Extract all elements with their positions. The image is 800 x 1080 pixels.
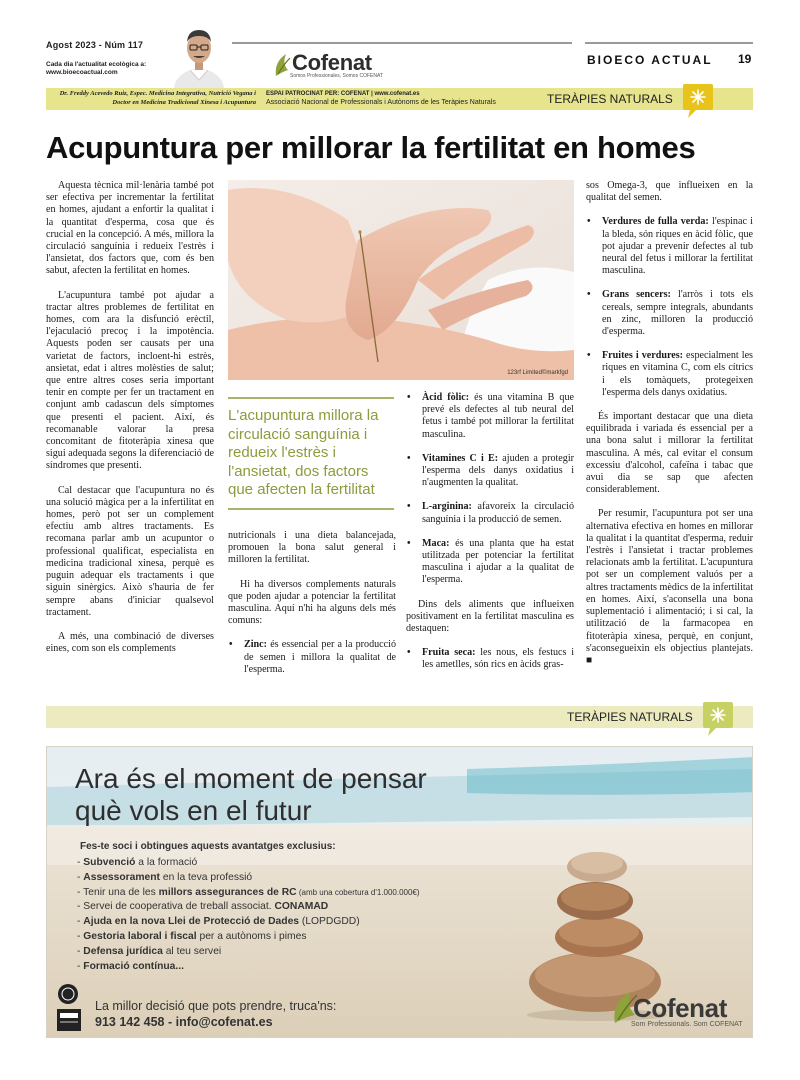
- ad-logo-text: Cofenat: [633, 993, 727, 1023]
- ad-headline: [75, 763, 427, 827]
- ad-call-to-action: La millor decisió que pots prendre, truca'ns:: [95, 999, 337, 1013]
- supplement-list: [228, 639, 396, 676]
- paragraph: sos Omega-3, que influeixen en la qualitat del semen.: [586, 180, 753, 204]
- food-list-cont: [586, 216, 753, 399]
- paragraph: Cal destacar que l'acupuntura no és una solució màgica per a la infertilitat en homes, però pot ser un complement efectiu amb altres tractaments. Es recomana parlar amb un acupuntor o professional qualificat, especialista en medicina tradicional xinesa, perquè es puguin adequar els tractaments i que siguin sinèrgics. Això s'hauria de fer sempre abans d'iniciar qualsevol tractament.: [46, 484, 214, 618]
- cofenat-logo-subtitle: Somos Professionales, Somos COFENAT: [290, 73, 383, 79]
- benefit-item: - Tenir una de les millors assegurances de RC (amb una cobertura d'1.000.000€): [77, 886, 420, 901]
- paragraph: A més, una combinació de diverses eines, com son els complements: [46, 630, 214, 655]
- benefit-item: - Assessorament en la teva professió: [77, 871, 420, 886]
- page-number: 19: [738, 52, 752, 66]
- article-title: Acupuntura per millorar la fertilitat en homes: [46, 130, 696, 165]
- list-item: • Verdures de fulla verda: l'espinac i la bleda, són riques en àcid fòlic, que pot ajudar a prevenir defectes al tub neural del fetus i millorar la fertilitat masculina.: [586, 216, 753, 277]
- paragraph: Aquesta tècnica mil·lenària també pot ser efectiva per incrementar la fertilitat en homes, ajudant a enfortir la qualitat i la quantitat d'esperma, cosa que és crucial en la concepció. A més, millora la circulació sanguínia i redueix l'estrès i l'ansietat, dos factors que, com és ben sabut, afecten la fertilitat en homes.: [46, 180, 214, 277]
- article-column-4: [586, 180, 753, 679]
- article-photo: [228, 180, 574, 380]
- paragraph: Per resumir, l'acupuntura pot ser una alternativa efectiva en homes en millorar la qualitat i la quantitat d'esperma, reduir l'estrès i l'ansietat i tractar problemes relacionats amb la fertilitat. L'acupuntura pot ser un complement valuós per a altres tractaments mèdics de la infertilitat en homes. Així, s'aconsella una bona suplementació i alimentació; i si cal, la utilització de la farmacopea en fitoteràpia xinesa, perquè, en conjunt, s'aconsegueixin els objectius plantejats. ■: [586, 508, 753, 666]
- ad-benefits-list: [77, 856, 420, 974]
- acupuncture-photo: [228, 180, 574, 380]
- header-rule-right: [585, 42, 753, 44]
- list-item: • Maca: és una planta que ha estat utilitzada per potenciar la fertilitat masculina i ajudar a la qualitat de l'esperma.: [406, 538, 574, 587]
- tagline: Cada dia l'actualitat ecològica a: www.bioecoactual.com: [46, 61, 147, 76]
- section-label: TERÀPIES NATURALS: [547, 92, 673, 106]
- ad-headline-line1: Ara és el moment de pensar: [75, 763, 427, 794]
- sponsor-line: [266, 90, 546, 107]
- speech-bubble-icon: [680, 82, 716, 120]
- paragraph: L'acupuntura també pot ajudar a tractar altres problemes de fertilitat en homes, com ara la disfunció erèctil, l'ejaculació precoç i la impotència. Aquests poden ser causats per una varietat de factors, incloent-hi estrès, ansietat, edat i altres molèsties de salut; que entre altres coses seria important tenir en compte per fer un tractament en conjunt amb cadascun dels símptomes que presenti el pacient. Així, és recomanable valorar la presa concomitant de fitoteràpia xinesa que sigui adequada segons la diferenciació de síndromes que presenti.: [46, 289, 214, 472]
- list-item: • L-arginina: afavoreix la circulació sanguínia i la producció de semen.: [406, 501, 574, 525]
- pull-quote: L'acupuntura millora la circulació sanguínia i redueix l'estrès i l'ansietat, dos factors que afecten la fertilitat: [228, 397, 394, 510]
- ad-headline-line2: què vols en el futur: [75, 795, 312, 826]
- paragraph: És important destacar que una dieta equilibrada i variada és essencial per a una bona salut i millorar la fertilitat masculina. A més, cal evitar el consum excessiu d'alcohol, cafeïna i tabac que avui dia se sap que afecten considerablement.: [586, 411, 753, 496]
- cofenat-advertisement[interactable]: [46, 746, 753, 1038]
- list-item: • Fruita seca: les nous, els festucs i les ametlles, són rics en àcids gras-: [406, 647, 574, 671]
- ad-contact-info[interactable]: 913 142 458 - info@cofenat.es: [95, 1015, 273, 1029]
- issue-date: Agost 2023 - Núm 117: [46, 40, 144, 50]
- sponsor-line-2: Associació Nacional de Professionals i Autònoms de les Teràpies Naturals: [266, 98, 496, 106]
- stacked-stones-image: [507, 787, 687, 1027]
- article-column-1: [46, 180, 214, 667]
- benefit-item: - Formació contínua...: [77, 960, 420, 975]
- benefit-item: - Subvenció a la formació: [77, 856, 420, 871]
- photo-credit: 123rf Limited©markfgd: [507, 370, 568, 376]
- article-column-2: [228, 530, 396, 688]
- cofenat-logo-text: Cofenat: [292, 50, 372, 75]
- ad-logo-subtitle: Som Professionals. Som COFENAT: [631, 1021, 743, 1028]
- footer-section-label: TERÀPIES NATURALS: [567, 710, 693, 724]
- speech-bubble-icon: [700, 700, 736, 738]
- paragraph: nutricionals i una dieta balancejada, promouen la bona salut general i milloren la fertilitat.: [228, 530, 396, 566]
- header-rule: [232, 42, 572, 44]
- list-item: • Fruites i verdures: especialment les riques en vitamina C, com els cítrics i els tomàquets, protegeixen l'esperma dels danys oxidatius.: [586, 350, 753, 399]
- benefit-item: - Ajuda en la nova Llei de Protecció de Dades (LOPDGDD): [77, 915, 420, 930]
- certification-badge-icon: [57, 983, 79, 1005]
- paragraph: Dins dels aliments que influeixen positivament en la fertilitat masculina es destaquen:: [406, 598, 574, 635]
- supplement-list-cont: [406, 392, 574, 587]
- author-credit: Dr. Freddy Acevedo Ruiz, Espec. Medicina Integrativa, Nutrició Vegana i Doctor en Medicina Tradicional Xinesa i Acupuntura: [59, 90, 256, 106]
- masthead: BIOECO ACTUAL: [587, 53, 713, 67]
- benefit-item: - Defensa jurídica al teu servei: [77, 945, 420, 960]
- author-photo: [168, 20, 230, 88]
- benefit-item: - Servei de cooperativa de treball associat. CONAMAD: [77, 900, 420, 915]
- aenor-badge-icon: [57, 1009, 81, 1031]
- list-item: • Àcid fòlic: és una vitamina B que prevé els defectes al tub neural del fetus i també pot millorar la fertilitat masculina.: [406, 392, 574, 441]
- list-item: • Zinc: és essencial per a la producció de semen i millora la qualitat de l'esperma.: [228, 639, 396, 676]
- ad-lead: Fes-te soci i obtingues aquests avantatges exclusius:: [80, 841, 336, 852]
- article-column-3: [406, 392, 574, 684]
- list-item: • Grans sencers: l'arròs i tots els cereals, sempre integrals, abundants en zinc, milloren la producció d'esperma.: [586, 289, 753, 338]
- list-item: • Vitamines C i E: ajuden a protegir l'esperma dels danys oxidatius i n'augmenten la qualitat.: [406, 453, 574, 490]
- benefit-item: - Gestoria laboral i fiscal per a autònoms i pimes: [77, 930, 420, 945]
- food-list: [406, 647, 574, 671]
- paragraph: Hi ha diversos complements naturals que poden ajudar a potenciar la fertilitat masculina. Aquí n'hi ha alguns dels més comuns:: [228, 578, 396, 627]
- sponsor-line-1: ESPAI PATROCINAT PER: COFENAT | www.cofenat.es: [266, 91, 420, 97]
